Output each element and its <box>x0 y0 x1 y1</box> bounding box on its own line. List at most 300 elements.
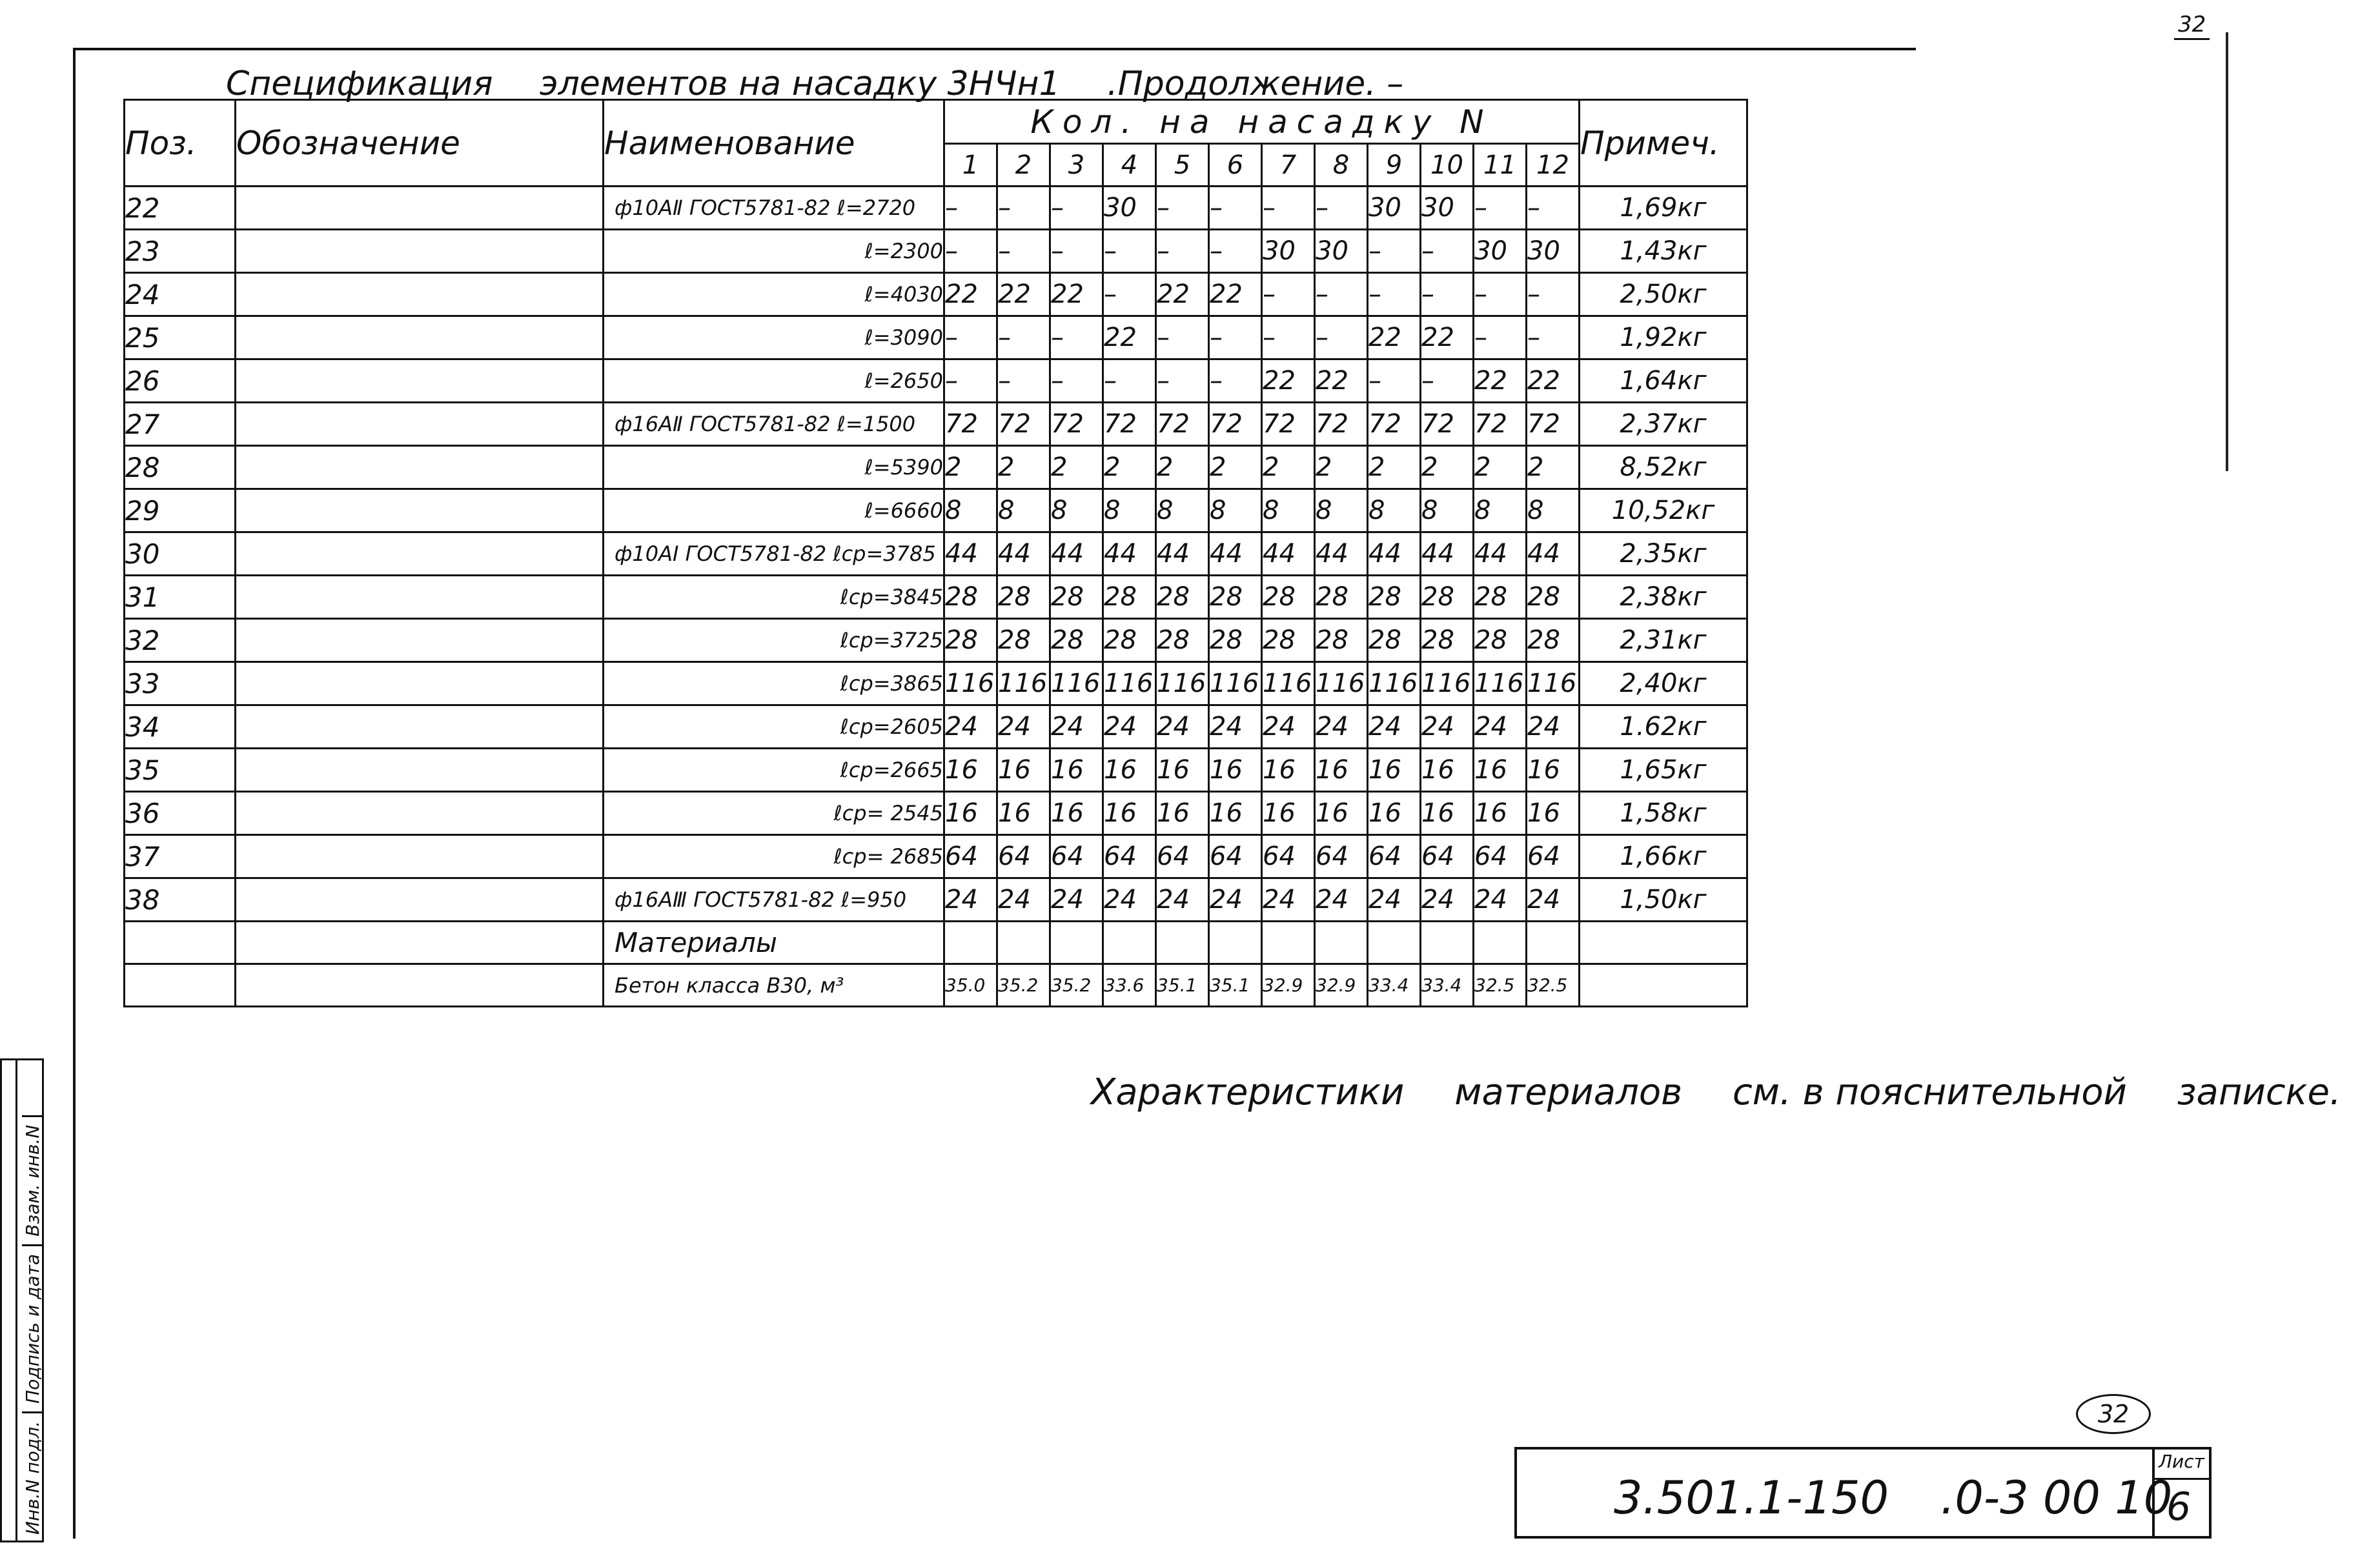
row-qty-8: 24 <box>1315 705 1368 749</box>
row-pos: 24 <box>125 273 236 316</box>
row-qty-8: – <box>1315 187 1368 230</box>
concrete-qty-4: 33.6 <box>1103 964 1156 1007</box>
row-qty-1: 16 <box>944 792 997 835</box>
header-column-11: 11 <box>1474 144 1527 187</box>
materials-note <box>1580 922 1747 964</box>
row-qty-5: 16 <box>1156 749 1209 792</box>
row-designation <box>236 446 604 489</box>
row-qty-5: 116 <box>1156 662 1209 705</box>
row-qty-4: – <box>1103 359 1156 403</box>
title-part-2: элементов на насадку 3НЧн1 <box>540 65 1061 103</box>
row-pos: 26 <box>125 359 236 403</box>
row-qty-7: 16 <box>1262 792 1315 835</box>
concrete-qty-12: 32.5 <box>1527 964 1580 1007</box>
row-qty-3: 44 <box>1050 532 1103 576</box>
row-note: 2,38кг <box>1580 576 1747 619</box>
row-qty-4: – <box>1103 273 1156 316</box>
row-qty-7: 72 <box>1262 403 1315 446</box>
row-qty-6: 16 <box>1209 792 1262 835</box>
table-row <box>125 446 1747 489</box>
row-qty-10: 22 <box>1421 316 1474 359</box>
row-note: 1,50кг <box>1580 878 1747 922</box>
row-qty-12: – <box>1527 273 1580 316</box>
row-qty-9: 30 <box>1368 187 1421 230</box>
row-qty-5: 72 <box>1156 403 1209 446</box>
row-designation <box>236 230 604 273</box>
concrete-qty-10: 33.4 <box>1421 964 1474 1007</box>
row-qty-7: 44 <box>1262 532 1315 576</box>
header-column-10: 10 <box>1421 144 1474 187</box>
row-name: ℓ=3090 <box>604 316 944 359</box>
row-qty-8: 64 <box>1315 835 1368 878</box>
row-name: ℓ=2300 <box>604 230 944 273</box>
row-qty-4: 64 <box>1103 835 1156 878</box>
specification-body <box>125 187 1747 1007</box>
row-qty-9: 72 <box>1368 403 1421 446</box>
row-qty-8: 28 <box>1315 576 1368 619</box>
row-qty-10: 2 <box>1421 446 1474 489</box>
row-qty-3: 28 <box>1050 619 1103 662</box>
row-qty-3: 64 <box>1050 835 1103 878</box>
materials-label: Материалы <box>604 922 944 964</box>
concrete-pos <box>125 964 236 1007</box>
concrete-row <box>125 964 1747 1007</box>
row-pos: 28 <box>125 446 236 489</box>
row-qty-3: 24 <box>1050 705 1103 749</box>
row-name: ℓср=3845 <box>604 576 944 619</box>
row-qty-2: 44 <box>997 532 1050 576</box>
row-qty-3: 22 <box>1050 273 1103 316</box>
row-qty-12: 44 <box>1527 532 1580 576</box>
concrete-qty-1: 35.0 <box>944 964 997 1007</box>
row-qty-6: 24 <box>1209 878 1262 922</box>
row-designation <box>236 878 604 922</box>
row-qty-1: – <box>944 316 997 359</box>
row-qty-10: 72 <box>1421 403 1474 446</box>
concrete-note <box>1580 964 1747 1007</box>
row-pos: 32 <box>125 619 236 662</box>
characteristics-note <box>1091 1071 2380 1113</box>
row-qty-1: 2 <box>944 446 997 489</box>
row-qty-6: – <box>1209 359 1262 403</box>
table-row <box>125 835 1747 878</box>
row-qty-7: 22 <box>1262 359 1315 403</box>
row-qty-2: – <box>997 316 1050 359</box>
row-designation <box>236 619 604 662</box>
row-pos: 36 <box>125 792 236 835</box>
row-qty-2: 24 <box>997 705 1050 749</box>
row-qty-10: 30 <box>1421 187 1474 230</box>
row-qty-8: 16 <box>1315 792 1368 835</box>
table-row <box>125 662 1747 705</box>
header-designation: Обозначение <box>236 100 604 187</box>
table-row <box>125 359 1747 403</box>
row-qty-6: 8 <box>1209 489 1262 532</box>
row-qty-8: 2 <box>1315 446 1368 489</box>
row-name: ℓср= 2545 <box>604 792 944 835</box>
row-qty-6: 72 <box>1209 403 1262 446</box>
header-column-8: 8 <box>1315 144 1368 187</box>
row-qty-10: 44 <box>1421 532 1474 576</box>
row-qty-6: – <box>1209 230 1262 273</box>
row-qty-2: 16 <box>997 749 1050 792</box>
materials-qty-8 <box>1315 922 1368 964</box>
row-qty-5: 24 <box>1156 705 1209 749</box>
row-name: ℓ=4030 <box>604 273 944 316</box>
row-qty-7: – <box>1262 273 1315 316</box>
row-qty-1: 8 <box>944 489 997 532</box>
row-qty-5: – <box>1156 230 1209 273</box>
row-qty-4: 24 <box>1103 878 1156 922</box>
row-qty-12: 2 <box>1527 446 1580 489</box>
row-qty-3: 28 <box>1050 576 1103 619</box>
row-qty-10: 64 <box>1421 835 1474 878</box>
row-qty-10: 16 <box>1421 749 1474 792</box>
materials-qty-6 <box>1209 922 1262 964</box>
row-qty-5: 22 <box>1156 273 1209 316</box>
row-qty-6: 64 <box>1209 835 1262 878</box>
table-row <box>125 576 1747 619</box>
row-qty-11: 24 <box>1474 705 1527 749</box>
row-qty-9: – <box>1368 230 1421 273</box>
concrete-designation <box>236 964 604 1007</box>
row-qty-9: 16 <box>1368 749 1421 792</box>
row-qty-4: 2 <box>1103 446 1156 489</box>
row-qty-5: – <box>1156 316 1209 359</box>
row-qty-7: 24 <box>1262 705 1315 749</box>
right-edge-rule <box>2226 32 2228 471</box>
materials-qty-9 <box>1368 922 1421 964</box>
row-note: 1.62кг <box>1580 705 1747 749</box>
materials-designation <box>236 922 604 964</box>
row-qty-4: 72 <box>1103 403 1156 446</box>
row-qty-8: 16 <box>1315 749 1368 792</box>
row-qty-7: 24 <box>1262 878 1315 922</box>
row-qty-11: 116 <box>1474 662 1527 705</box>
frame-top-line <box>73 48 1916 50</box>
table-row <box>125 749 1747 792</box>
row-note: 1,69кг <box>1580 187 1747 230</box>
row-qty-1: 64 <box>944 835 997 878</box>
row-qty-1: 72 <box>944 403 997 446</box>
row-qty-5: 8 <box>1156 489 1209 532</box>
row-qty-3: 72 <box>1050 403 1103 446</box>
row-qty-3: 116 <box>1050 662 1103 705</box>
row-qty-9: – <box>1368 359 1421 403</box>
header-column-7: 7 <box>1262 144 1315 187</box>
row-qty-8: 116 <box>1315 662 1368 705</box>
row-qty-2: 16 <box>997 792 1050 835</box>
row-qty-5: 44 <box>1156 532 1209 576</box>
row-qty-10: 28 <box>1421 619 1474 662</box>
row-note: 1,43кг <box>1580 230 1747 273</box>
row-qty-1: – <box>944 359 997 403</box>
row-designation <box>236 316 604 359</box>
row-qty-10: 24 <box>1421 878 1474 922</box>
frame-left-line <box>73 48 76 1539</box>
row-qty-11: 24 <box>1474 878 1527 922</box>
row-name: ф16АⅢ ГОСТ5781-82 ℓ=950 <box>604 878 944 922</box>
row-pos: 31 <box>125 576 236 619</box>
row-qty-9: – <box>1368 273 1421 316</box>
row-qty-9: 64 <box>1368 835 1421 878</box>
row-qty-1: 22 <box>944 273 997 316</box>
concrete-qty-11: 32.5 <box>1474 964 1527 1007</box>
row-designation <box>236 273 604 316</box>
document-code-series: 3.501.1-150 <box>1614 1471 1889 1524</box>
row-qty-10: 28 <box>1421 576 1474 619</box>
side-label-replaced: Взам. инв.N <box>22 1115 43 1244</box>
row-note: 2,35кг <box>1580 532 1747 576</box>
materials-qty-3 <box>1050 922 1103 964</box>
concrete-qty-3: 35.2 <box>1050 964 1103 1007</box>
concrete-qty-6: 35.1 <box>1209 964 1262 1007</box>
row-qty-6: – <box>1209 187 1262 230</box>
row-qty-4: 16 <box>1103 792 1156 835</box>
row-qty-12: 116 <box>1527 662 1580 705</box>
row-qty-1: 16 <box>944 749 997 792</box>
note-word-1: Характеристики <box>1091 1071 1405 1113</box>
document-code <box>1614 1471 2224 1524</box>
header-column-6: 6 <box>1209 144 1262 187</box>
row-pos: 37 <box>125 835 236 878</box>
row-designation <box>236 662 604 705</box>
row-qty-7: 2 <box>1262 446 1315 489</box>
row-qty-1: 28 <box>944 619 997 662</box>
row-designation <box>236 835 604 878</box>
row-qty-9: 8 <box>1368 489 1421 532</box>
row-name: ф10АⅠ ГОСТ5781-82 ℓср=3785 <box>604 532 944 576</box>
side-stamp-divider <box>15 1058 17 1542</box>
row-pos: 30 <box>125 532 236 576</box>
row-qty-6: 22 <box>1209 273 1262 316</box>
row-qty-11: 64 <box>1474 835 1527 878</box>
row-qty-8: 22 <box>1315 359 1368 403</box>
row-qty-2: 24 <box>997 878 1050 922</box>
row-qty-12: – <box>1527 316 1580 359</box>
table-row <box>125 792 1747 835</box>
row-note: 1,58кг <box>1580 792 1747 835</box>
row-qty-6: 24 <box>1209 705 1262 749</box>
table-row <box>125 316 1747 359</box>
row-qty-4: – <box>1103 230 1156 273</box>
row-qty-2: 116 <box>997 662 1050 705</box>
row-qty-8: – <box>1315 273 1368 316</box>
title-part-3: .Продолжение. – <box>1107 65 1404 103</box>
row-pos: 29 <box>125 489 236 532</box>
row-qty-6: 44 <box>1209 532 1262 576</box>
row-qty-9: 28 <box>1368 619 1421 662</box>
row-qty-9: 16 <box>1368 792 1421 835</box>
row-qty-11: 28 <box>1474 619 1527 662</box>
row-qty-8: 30 <box>1315 230 1368 273</box>
row-qty-5: 28 <box>1156 619 1209 662</box>
row-qty-3: – <box>1050 230 1103 273</box>
row-qty-1: – <box>944 187 997 230</box>
sheet-corner-number: 32 <box>2178 12 2206 37</box>
row-qty-6: 28 <box>1209 576 1262 619</box>
row-qty-6: 28 <box>1209 619 1262 662</box>
concrete-qty-7: 32.9 <box>1262 964 1315 1007</box>
row-qty-11: 44 <box>1474 532 1527 576</box>
sheet-box-divider <box>2152 1478 2212 1480</box>
materials-qty-2 <box>997 922 1050 964</box>
row-qty-9: 24 <box>1368 705 1421 749</box>
materials-qty-1 <box>944 922 997 964</box>
table-row <box>125 705 1747 749</box>
row-qty-5: – <box>1156 187 1209 230</box>
row-designation <box>236 532 604 576</box>
row-qty-5: 24 <box>1156 878 1209 922</box>
row-qty-12: 16 <box>1527 792 1580 835</box>
row-qty-11: 30 <box>1474 230 1527 273</box>
concrete-qty-2: 35.2 <box>997 964 1050 1007</box>
row-qty-3: 8 <box>1050 489 1103 532</box>
side-label-inventory: Инв.N подл. <box>22 1411 43 1542</box>
row-name: ℓср=2665 <box>604 749 944 792</box>
row-designation <box>236 749 604 792</box>
row-qty-7: 28 <box>1262 619 1315 662</box>
row-qty-10: 8 <box>1421 489 1474 532</box>
header-column-1: 1 <box>944 144 997 187</box>
row-note: 2,37кг <box>1580 403 1747 446</box>
row-qty-1: 24 <box>944 705 997 749</box>
row-qty-5: – <box>1156 359 1209 403</box>
row-qty-12: 72 <box>1527 403 1580 446</box>
row-qty-3: – <box>1050 187 1103 230</box>
row-qty-10: – <box>1421 359 1474 403</box>
table-row <box>125 532 1747 576</box>
row-qty-10: 16 <box>1421 792 1474 835</box>
row-qty-12: 28 <box>1527 619 1580 662</box>
row-qty-2: – <box>997 359 1050 403</box>
row-qty-2: 22 <box>997 273 1050 316</box>
row-qty-1: 44 <box>944 532 997 576</box>
concrete-qty-5: 35.1 <box>1156 964 1209 1007</box>
row-qty-3: 16 <box>1050 792 1103 835</box>
row-qty-2: – <box>997 230 1050 273</box>
sheet-label: Лист <box>2159 1451 2204 1472</box>
row-note: 1,66кг <box>1580 835 1747 878</box>
header-column-4: 4 <box>1103 144 1156 187</box>
row-qty-11: 2 <box>1474 446 1527 489</box>
row-qty-7: 28 <box>1262 576 1315 619</box>
row-qty-4: 22 <box>1103 316 1156 359</box>
row-qty-7: 64 <box>1262 835 1315 878</box>
row-designation <box>236 792 604 835</box>
row-qty-2: 8 <box>997 489 1050 532</box>
row-qty-4: 16 <box>1103 749 1156 792</box>
concrete-name: Бетон класса В30, м³ <box>604 964 944 1007</box>
row-qty-11: 28 <box>1474 576 1527 619</box>
header-column-3: 3 <box>1050 144 1103 187</box>
row-qty-10: 116 <box>1421 662 1474 705</box>
row-qty-11: – <box>1474 316 1527 359</box>
row-qty-5: 16 <box>1156 792 1209 835</box>
row-qty-11: 8 <box>1474 489 1527 532</box>
side-label-signature: Подпись и дата <box>22 1244 43 1411</box>
row-qty-4: 30 <box>1103 187 1156 230</box>
row-qty-9: 116 <box>1368 662 1421 705</box>
row-qty-9: 28 <box>1368 576 1421 619</box>
row-qty-11: 72 <box>1474 403 1527 446</box>
row-pos: 25 <box>125 316 236 359</box>
page-number-circle: 32 <box>2076 1394 2151 1434</box>
note-word-3: см. в пояснительной <box>1732 1071 2127 1113</box>
row-qty-3: 24 <box>1050 878 1103 922</box>
row-qty-2: – <box>997 187 1050 230</box>
header-column-12: 12 <box>1527 144 1580 187</box>
row-qty-4: 24 <box>1103 705 1156 749</box>
document-code-sheet: .0-3 00 10 <box>1940 1471 2173 1524</box>
row-qty-3: 16 <box>1050 749 1103 792</box>
row-qty-9: 22 <box>1368 316 1421 359</box>
row-note: 1,92кг <box>1580 316 1747 359</box>
row-qty-12: 64 <box>1527 835 1580 878</box>
row-qty-7: 116 <box>1262 662 1315 705</box>
row-qty-3: – <box>1050 359 1103 403</box>
row-qty-8: 24 <box>1315 878 1368 922</box>
row-qty-2: 64 <box>997 835 1050 878</box>
document-title <box>226 65 1711 103</box>
title-part-1: Спецификация <box>226 65 493 103</box>
table-row <box>125 619 1747 662</box>
row-qty-8: – <box>1315 316 1368 359</box>
row-qty-2: 28 <box>997 619 1050 662</box>
materials-qty-10 <box>1421 922 1474 964</box>
row-qty-12: – <box>1527 187 1580 230</box>
materials-qty-4 <box>1103 922 1156 964</box>
row-pos: 38 <box>125 878 236 922</box>
row-note: 1,65кг <box>1580 749 1747 792</box>
note-word-2: материалов <box>1454 1071 1683 1113</box>
sheet-number: 6 <box>2166 1484 2192 1530</box>
row-name: ℓср=3865 <box>604 662 944 705</box>
header-column-2: 2 <box>997 144 1050 187</box>
row-pos: 22 <box>125 187 236 230</box>
row-qty-8: 8 <box>1315 489 1368 532</box>
row-qty-12: 16 <box>1527 749 1580 792</box>
table-row <box>125 230 1747 273</box>
row-qty-10: – <box>1421 273 1474 316</box>
row-note: 8,52кг <box>1580 446 1747 489</box>
header-column-5: 5 <box>1156 144 1209 187</box>
row-name: ℓ=5390 <box>604 446 944 489</box>
row-pos: 33 <box>125 662 236 705</box>
row-qty-7: 16 <box>1262 749 1315 792</box>
row-name: ℓ=6660 <box>604 489 944 532</box>
table-row <box>125 489 1747 532</box>
row-name: ф16АⅡ ГОСТ5781-82 ℓ=1500 <box>604 403 944 446</box>
row-name: ℓср=3725 <box>604 619 944 662</box>
materials-pos <box>125 922 236 964</box>
row-pos: 23 <box>125 230 236 273</box>
row-qty-5: 2 <box>1156 446 1209 489</box>
header-column-9: 9 <box>1368 144 1421 187</box>
row-designation <box>236 403 604 446</box>
concrete-qty-9: 33.4 <box>1368 964 1421 1007</box>
row-qty-11: – <box>1474 273 1527 316</box>
row-qty-6: 116 <box>1209 662 1262 705</box>
header-note: Примеч. <box>1580 100 1747 187</box>
row-name: ℓ=2650 <box>604 359 944 403</box>
row-qty-6: – <box>1209 316 1262 359</box>
row-qty-6: 16 <box>1209 749 1262 792</box>
row-name: ℓср= 2685 <box>604 835 944 878</box>
row-qty-7: 30 <box>1262 230 1315 273</box>
row-qty-12: 24 <box>1527 878 1580 922</box>
row-pos: 35 <box>125 749 236 792</box>
